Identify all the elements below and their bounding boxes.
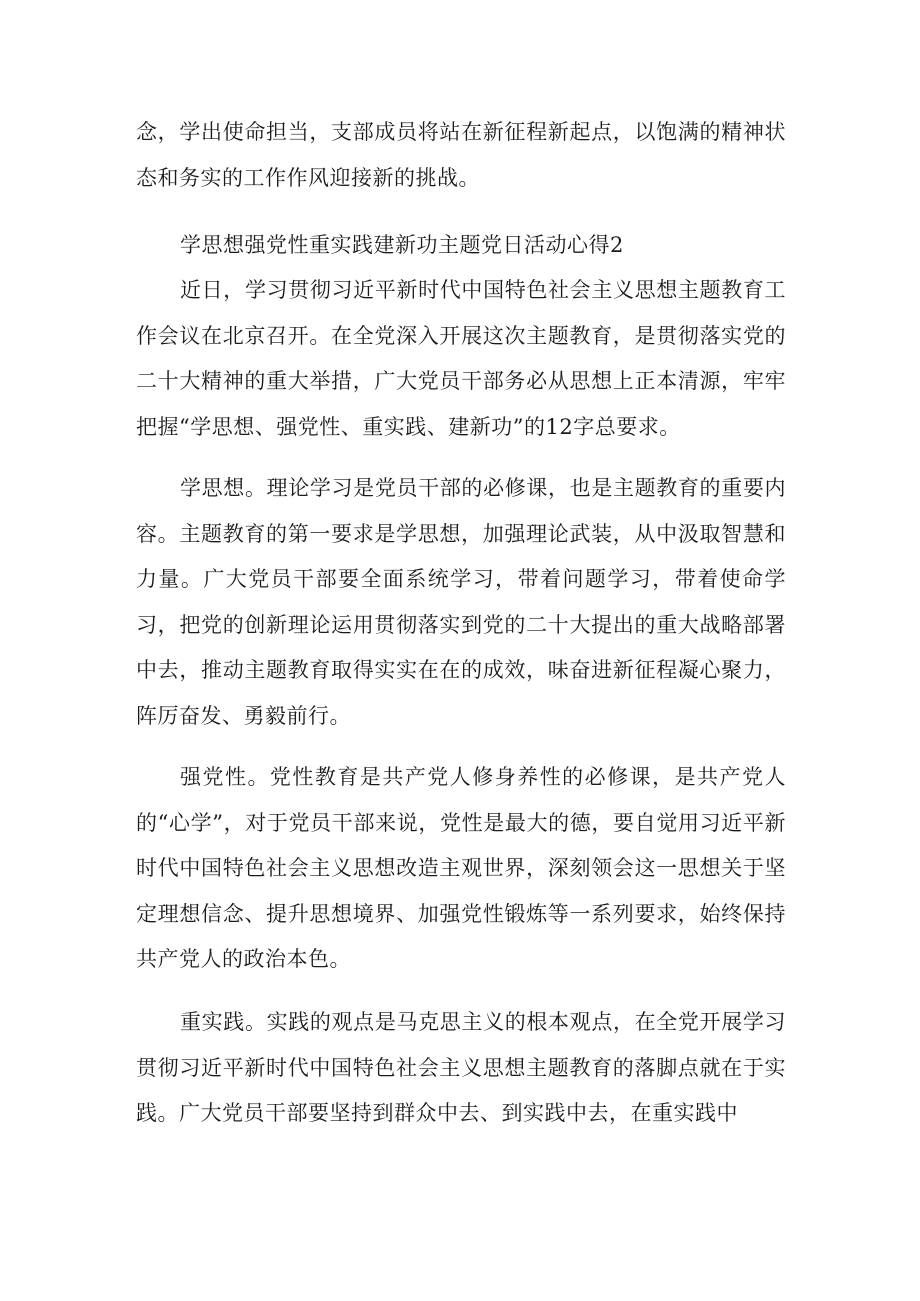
paragraph-strengthen-party-spirit: 强党性。党性教育是共产党人修身养性的必修课，是共产党人的“心学”，对于党员干部来说，党性是最大的德，要自觉用习近平新时代中国特色社会主义思想改造主观世界，深刻领会这一思想关于坚定理想信念、提升思想境界、加强党性锻炼等一系列要求，始终保持共产党人的政治本色。: [136, 765, 786, 971]
paragraph-study-thought: 学思想。理论学习是党员干部的必修课，也是主题教育的重要内容。主题教育的第一要求是学思想，加强理论武装，从中汲取智慧和力量。广大党员干部要全面系统学习，带着问题学习，带着使命学习，把党的创新理论运用贯彻落实到党的二十大提出的重大战略部署中去，推动主题教育取得实实在在的成效，味奋进新征程凝心聚力，阵厉奋发、勇毅前行。: [136, 476, 786, 728]
section-title: 学思想强党性重实践建新功主题党日活动心得2: [180, 233, 624, 257]
paragraph-emphasize-practice: 重实践。实践的观点是马克思主义的根本观点，在全党开展学习贯彻习近平新时代中国特色社会主义思想主题教育的落脚点就在于实践。广大党员干部要坚持到群众中去、到实践中去，在重实践中: [136, 1010, 786, 1125]
paragraph-intro: 近日，学习贯彻习近平新时代中国特色社会主义思想主题教育工作会议在北京召开。在全党深入开展这次主题教育，是贯彻落实党的二十大精神的重大举措，广大党员干部务必从思想上正本清源，牢牢把握“学思想、强党性、重实践、建新功”的12字总要求。: [136, 278, 786, 439]
paragraph-continuation: 念，学出使命担当，支部成员将站在新征程新起点，以饱满的精神状态和务实的工作作风迎接新的挑战。: [136, 120, 786, 190]
